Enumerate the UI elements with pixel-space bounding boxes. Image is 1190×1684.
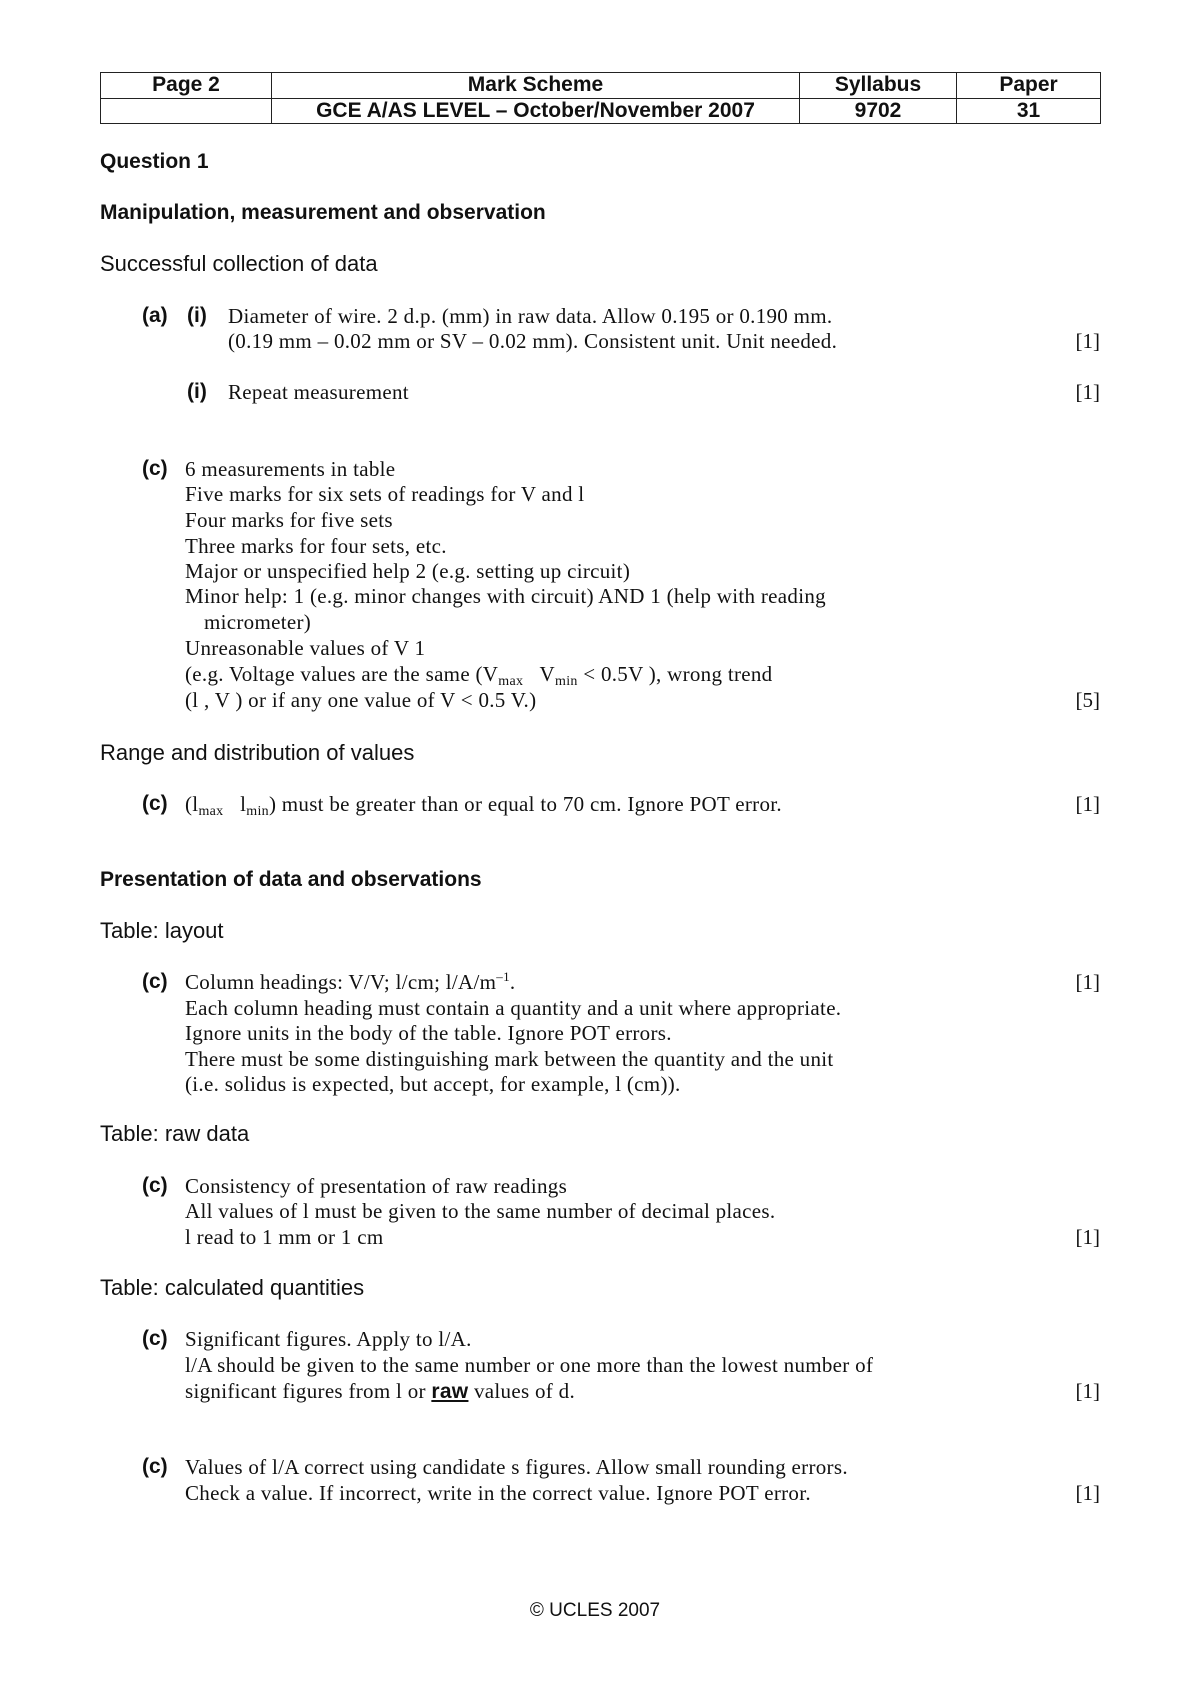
part-label: (c) — [142, 792, 168, 815]
marking-text — [185, 1379, 575, 1404]
header-row-2 — [101, 98, 1101, 124]
marking-text: l read to 1 mm or 1 cm — [185, 1225, 384, 1249]
mark-value: [1] — [1075, 380, 1100, 404]
emphasis-raw: raw — [431, 1380, 469, 1403]
marking-text: micrometer) — [204, 610, 312, 634]
text-run: (e.g. Voltage values are the same (V — [185, 662, 499, 686]
text-run: < 0.5V ), wrong trend — [577, 662, 773, 686]
marking-text: Repeat measurement — [228, 380, 409, 404]
marking-text: Major or unspecified help 2 (e.g. setting up circuit) — [185, 559, 631, 583]
mark-value: [1] — [1075, 1481, 1100, 1505]
marking-text: Check a value. If incorrect, write in the correct value. Ignore POT error. — [185, 1481, 811, 1505]
marking-text: (i.e. solidus is expected, but accept, for example, l (cm)). — [185, 1072, 681, 1096]
mark-value: [1] — [1075, 970, 1100, 994]
mark-value: [1] — [1075, 792, 1100, 816]
marking-text: Values of l/A correct using candidate s figures. Allow small rounding errors. — [185, 1455, 848, 1479]
subsection-heading: Range and distribution of values — [100, 740, 415, 765]
marking-text — [185, 792, 782, 817]
text-run: ) must be greater than or equal to 70 cm. Ignore POT error. — [268, 792, 782, 816]
mark-value: [5] — [1075, 688, 1100, 712]
marking-text: There must be some distinguishing mark between the quantity and the unit — [185, 1047, 834, 1071]
mark-value: [1] — [1075, 1379, 1100, 1403]
subscript: max — [198, 804, 224, 819]
marking-text: (l , V ) or if any one value of V < 0.5 V.) — [185, 688, 537, 712]
part-label: (a) — [142, 304, 168, 327]
superscript: –1 — [496, 969, 510, 984]
subsection-heading: Table: layout — [100, 918, 224, 943]
subsection-heading: Successful collection of data — [100, 251, 378, 276]
part-label: (c) — [142, 970, 168, 993]
part-label: (c) — [142, 1327, 168, 1350]
copyright-footer: © UCLES 2007 — [529, 1600, 661, 1621]
marking-text: Significant figures. Apply to l/A. — [185, 1327, 472, 1351]
text-run: significant figures from l or — [185, 1379, 432, 1403]
marking-text: All values of l must be given to the same number of decimal places. — [185, 1199, 776, 1223]
marking-text: Diameter of wire. 2 d.p. (mm) in raw data. Allow 0.195 or 0.190 mm. — [228, 304, 833, 328]
marking-text: Ignore units in the body of the table. Ignore POT errors. — [185, 1021, 672, 1045]
text-run: l — [223, 792, 247, 816]
subsection-heading: Table: calculated quantities — [100, 1275, 365, 1300]
text-run: V — [523, 662, 556, 686]
section-heading: Presentation of data and observations — [100, 868, 482, 891]
marking-text: 6 measurements in table — [185, 457, 396, 481]
marking-text: Unreasonable values of V 1 — [185, 636, 426, 660]
subpart-label: (i) — [187, 304, 207, 327]
text-run: values of d. — [468, 1379, 575, 1403]
subsection-heading: Table: raw data — [100, 1121, 250, 1146]
marking-text: Five marks for six sets of readings for V and l — [185, 482, 585, 506]
part-label: (c) — [142, 457, 168, 480]
text-run: (l — [185, 792, 199, 816]
exam-session: GCE A/AS LEVEL – October/November 2007 — [272, 98, 800, 124]
section-heading: Manipulation, measurement and observation — [100, 201, 546, 224]
subscript: min — [555, 674, 578, 689]
paper-label: Paper — [957, 73, 1101, 99]
syllabus-code: 9702 — [800, 98, 957, 124]
part-label: (c) — [142, 1455, 168, 1478]
subscript: min — [246, 804, 269, 819]
marking-text: l/A should be given to the same number or one more than the lowest number of — [185, 1353, 874, 1377]
text-run: . — [509, 970, 516, 994]
header-row-1 — [101, 73, 1101, 99]
part-label: (c) — [142, 1174, 168, 1197]
paper-code: 31 — [957, 98, 1101, 124]
document-title: Mark Scheme — [272, 73, 800, 99]
mark-value: [1] — [1075, 1225, 1100, 1249]
empty-cell — [101, 98, 272, 124]
marking-text: Minor help: 1 (e.g. minor changes with circuit) AND 1 (help with reading — [185, 584, 826, 608]
marking-text: Four marks for five sets — [185, 508, 393, 532]
page-number: Page 2 — [101, 73, 272, 99]
marking-text: Consistency of presentation of raw readings — [185, 1174, 568, 1198]
header-table — [100, 72, 1101, 124]
marking-text — [185, 970, 515, 995]
subpart-label: (i) — [187, 380, 207, 403]
marking-text: Each column heading must contain a quantity and a unit where appropriate. — [185, 996, 842, 1020]
marking-text: (0.19 mm – 0.02 mm or SV – 0.02 mm). Consistent unit. Unit needed. — [228, 329, 838, 353]
question-heading: Question 1 — [100, 150, 209, 173]
mark-value: [1] — [1075, 329, 1100, 353]
syllabus-label: Syllabus — [800, 73, 957, 99]
text-run: Column headings: V/V; l/cm; l/A/m — [185, 970, 497, 994]
marking-text: Three marks for four sets, etc. — [185, 534, 447, 558]
marking-text — [185, 662, 772, 687]
subscript: max — [498, 674, 524, 689]
